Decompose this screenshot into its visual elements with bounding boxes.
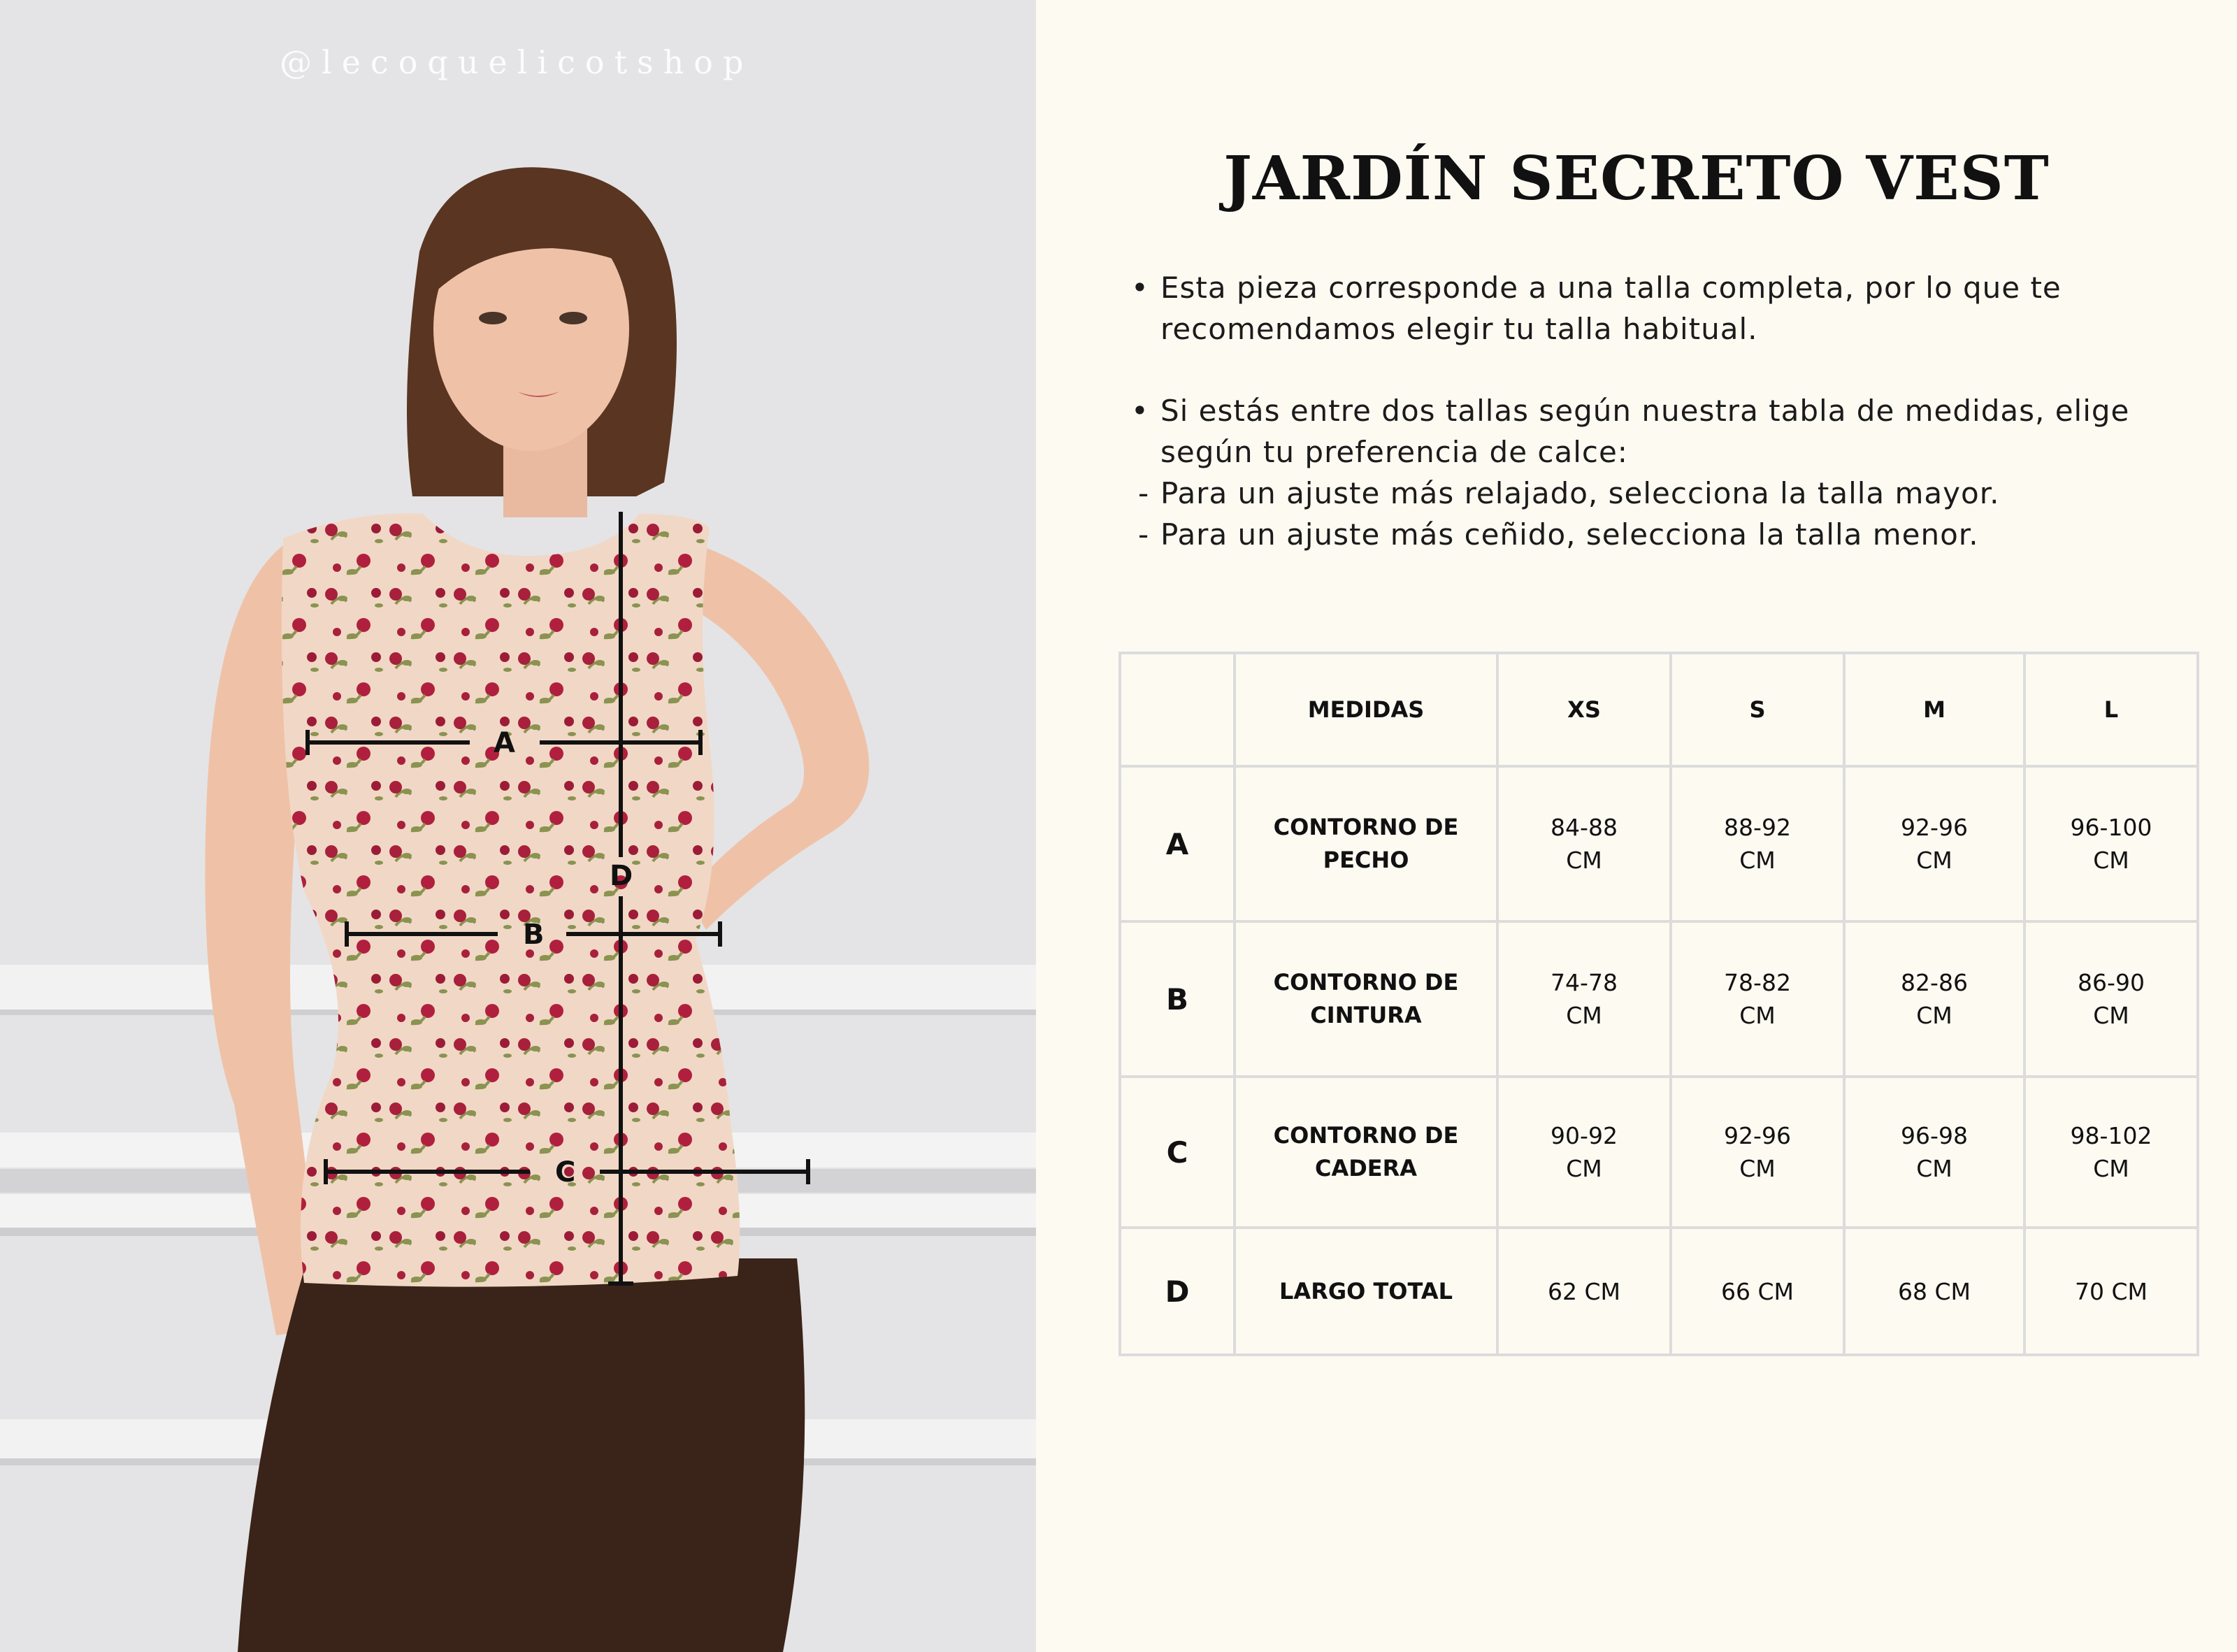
size-guide-panel	[1036, 0, 2237, 1652]
row-name-line: LARGO TOTAL	[1279, 1277, 1453, 1305]
row-name-line: CONTORNO DE	[1273, 969, 1459, 996]
row-measure-name	[1235, 1228, 1497, 1355]
fit-note-text: Esta pieza corresponde a una talla completa, por lo que te recomendamos elegir tu talla habitual.	[1160, 271, 2062, 346]
size-chart-table	[1118, 652, 2199, 1356]
header-size-xs: XS	[1497, 653, 1671, 766]
fit-option-text: Para un ajuste más relajado, selecciona la talla mayor.	[1160, 476, 2000, 510]
row-letter: D	[1120, 1228, 1235, 1355]
fit-option-fitted	[1138, 514, 2195, 555]
table-cell-l: 96-100 CM	[2024, 766, 2198, 921]
row-measure-name	[1235, 766, 1497, 921]
table-row-hip	[1120, 1077, 2198, 1228]
table-cell-m: 96-98 CM	[1844, 1077, 2024, 1228]
fit-note-text: Si estás entre dos tallas según nuestra tabla de medidas, elige según tu preferencia de calce:	[1160, 394, 2130, 469]
table-cell-xs: 90-92 CM	[1497, 1077, 1671, 1228]
table-cell-xs: 84-88 CM	[1497, 766, 1671, 921]
table-cell-s: 92-96 CM	[1671, 1077, 1844, 1228]
header-empty	[1120, 653, 1235, 766]
fit-option-relaxed	[1138, 473, 2195, 514]
table-row-chest	[1120, 766, 2198, 921]
row-letter: B	[1120, 921, 1235, 1077]
table-cell-s: 78-82 CM	[1671, 921, 1844, 1077]
measure-label-a: A	[494, 727, 515, 759]
bullet-icon: •	[1131, 271, 1149, 305]
model-illustration	[0, 0, 1036, 1652]
measure-label-c: C	[555, 1156, 576, 1188]
dash-marker: -	[1138, 476, 1150, 510]
row-letter: A	[1120, 766, 1235, 921]
bullet-icon: •	[1131, 394, 1149, 428]
table-cell-s: 88-92 CM	[1671, 766, 1844, 921]
row-name-line: CONTORNO DE	[1273, 814, 1459, 840]
row-name-line: CONTORNO DE	[1273, 1122, 1459, 1149]
header-size-l: L	[2024, 653, 2198, 766]
table-cell-s: 66 CM	[1671, 1228, 1844, 1355]
header-size-m: M	[1844, 653, 2024, 766]
fit-option-text: Para un ajuste más ceñido, selecciona la talla menor.	[1160, 517, 1979, 552]
row-name-line: CINTURA	[1310, 1002, 1422, 1028]
header-measures: MEDIDAS	[1235, 653, 1497, 766]
row-measure-name	[1235, 921, 1497, 1077]
table-header-row	[1120, 653, 2198, 766]
table-row-length	[1120, 1228, 2198, 1355]
table-cell-xs: 74-78 CM	[1497, 921, 1671, 1077]
measure-label-d: D	[610, 860, 633, 892]
product-photo	[0, 0, 1036, 1652]
measure-label-b: B	[523, 919, 545, 951]
dash-marker: -	[1138, 517, 1150, 552]
table-cell-m: 92-96 CM	[1844, 766, 2024, 921]
table-cell-l: 98-102 CM	[2024, 1077, 2198, 1228]
row-measure-name	[1235, 1077, 1497, 1228]
table-cell-xs: 62 CM	[1497, 1228, 1671, 1355]
row-letter: C	[1120, 1077, 1235, 1228]
row-name-line: CADERA	[1314, 1155, 1418, 1181]
header-size-s: S	[1671, 653, 1844, 766]
fit-note-between-sizes	[1131, 390, 2174, 473]
shop-watermark: @lecoquelicotshop	[280, 43, 754, 81]
table-cell-l: 70 CM	[2024, 1228, 2198, 1355]
table-row-waist	[1120, 921, 2198, 1077]
fit-note-true-to-size	[1131, 267, 2174, 350]
row-name-line: PECHO	[1323, 847, 1409, 873]
product-title: JARDÍN SECRETO VEST	[1223, 143, 2050, 214]
table-cell-l: 86-90 CM	[2024, 921, 2198, 1077]
table-cell-m: 82-86 CM	[1844, 921, 2024, 1077]
table-cell-m: 68 CM	[1844, 1228, 2024, 1355]
